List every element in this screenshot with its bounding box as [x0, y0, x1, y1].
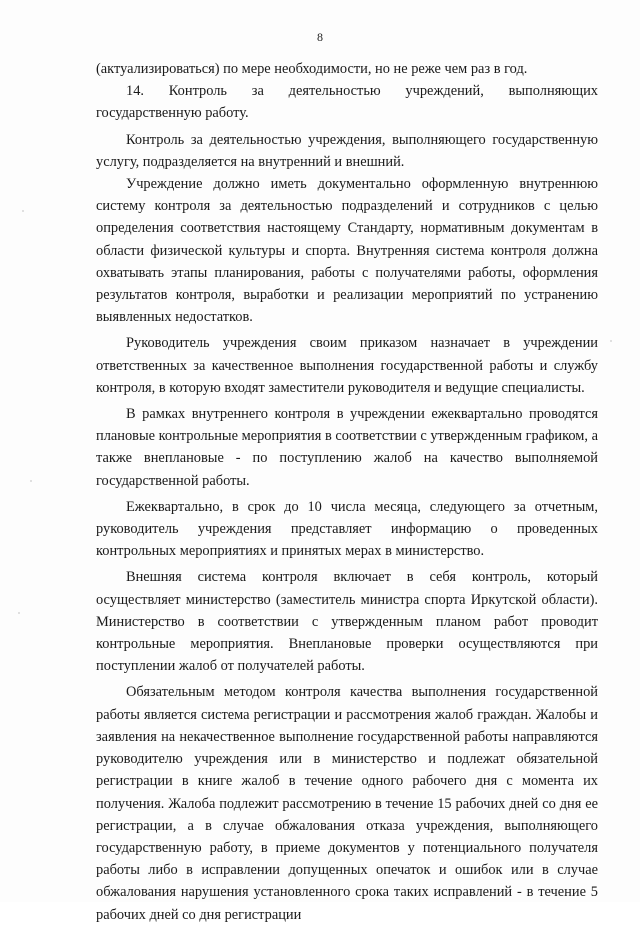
scan-speck	[30, 480, 32, 482]
paragraph-external-control: Внешняя система контроля включает в себя контроль, который осуществляет министерство (заместитель министра спорта Иркутской области). Министерство в соответствии с утвержденным планом работ проводит контрольные мероприятия. Внеплановые проверки осуществляются при поступлении жалоб от получателей работы.	[96, 569, 598, 675]
paragraph-internal-system: Учреждение должно иметь документально оформленную внутреннюю систему контроля за деятельностью подразделений и сотрудников с целью определения соответствия настоящему Стандарту, нормативным документам в области физической культуры и спорта. Внутренняя система контроля должна охватывать этапы планирования, работы с получателями работы, оформления результатов контроля, выработки и реализации мероприятий по устранению выявленных недостатков.	[96, 176, 598, 326]
paragraph-quarterly-report: Ежеквартально, в срок до 10 числа месяца, следующего за отчетным, руководитель учреждения представляет информацию о проведенных контрольных мероприятиях и принятых мерах в министерство.	[96, 498, 598, 560]
document-body	[96, 58, 598, 926]
scan-speck	[18, 612, 20, 614]
scan-speck	[22, 210, 24, 212]
scan-speck	[610, 340, 612, 342]
paragraph-responsible-persons: Руководитель учреждения своим приказом назначает в учреждении ответственных за качественное выполнения государственной работы и службу контроля, в которую входят заместители руководителя и ведущие специалисты.	[96, 335, 598, 396]
paragraph-complaints: Обязательным методом контроля качества выполнения государственной работы является система регистрации и рассмотрения жалоб граждан. Жалобы и заявления на некачественное выполнение государственной работы направляются руководителю учреждения или в министерство и подлежат обязательной регистрации в книге жалоб в течение одного рабочего дня с момента их получения. Жалоба подлежит рассмотрению в течение 15 рабочих дней со дня ее регистрации, а в случае обжалования отказа учреждения, выполняющего государственную работу, в приеме документов у потенциального получателя работы либо в исправлении допущенных опечаток и ошибок или в случае обжалования нарушения установленного срока таких исправлений - в течение 5 рабочих дней со дня регистрации	[96, 684, 598, 923]
page-number: 8	[317, 30, 323, 44]
paragraph-continuation: (актуализироваться) по мере необходимости, но не реже чем раз в год.	[96, 61, 528, 77]
section-heading-14: 14. Контроль за деятельностью учреждений, выполняющих государственную работу.	[96, 83, 598, 122]
paragraph-control-types: Контроль за деятельностью учреждения, выполняющего государственную услугу, подразделяется на внутренний и внешний.	[96, 131, 598, 170]
paragraph-internal-control: В рамках внутреннего контроля в учреждении ежеквартально проводятся плановые контрольные мероприятия в соответствии с утвержденным графиком, а также внеплановые - по поступлению жалоб на качество выполняемой государственной работы.	[96, 406, 598, 489]
